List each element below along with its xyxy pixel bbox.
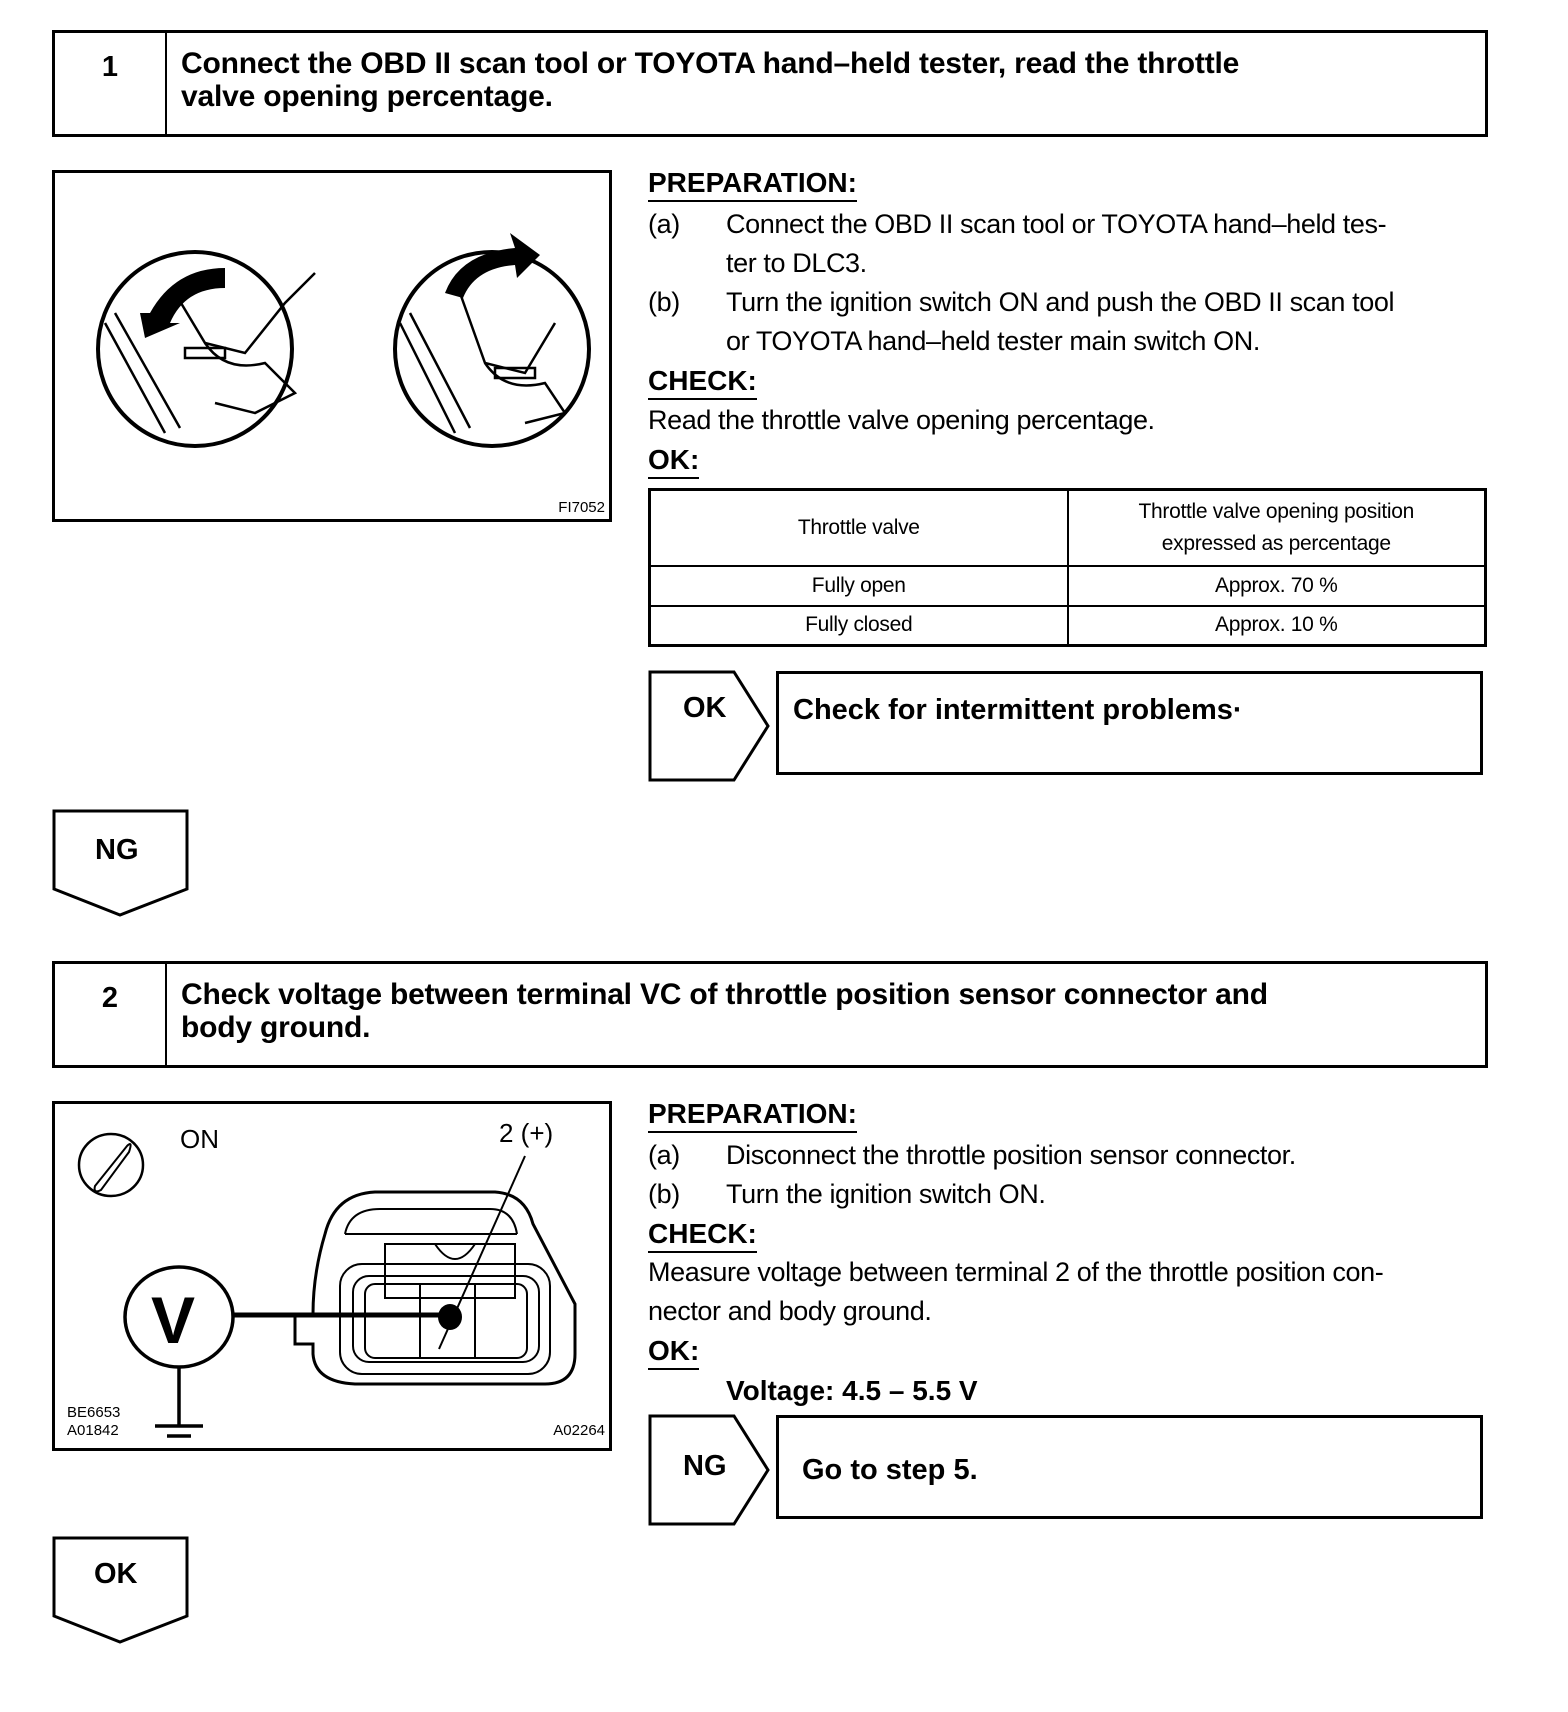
ok-branch-result: Check for intermittent problems· — [776, 671, 1483, 775]
check-text: nector and body ground. — [648, 1296, 932, 1326]
table-cell: Approx. 70 % — [1068, 566, 1486, 606]
table-header-row — [650, 490, 1486, 566]
prep-a-text: ter to DLC3. — [726, 248, 867, 278]
table-row — [650, 566, 1486, 606]
ng-branch-result: Go to step 5. — [776, 1415, 1483, 1519]
table-header — [1068, 490, 1486, 566]
connector-illustration — [55, 1104, 609, 1448]
check-heading: CHECK: — [648, 1217, 757, 1253]
step1-header — [52, 30, 1488, 137]
ng-branch-label: NG — [683, 1450, 727, 1482]
table-cell: Fully open — [650, 566, 1068, 606]
table-row — [650, 606, 1486, 646]
ok-down-arrow-shape — [52, 1536, 190, 1646]
ok-spec: Voltage: 4.5 – 5.5 V — [726, 1375, 978, 1406]
table-cell: Approx. 10 % — [1068, 606, 1486, 646]
step-title-line: body ground. — [181, 1011, 371, 1044]
prep-a-text: Disconnect the throttle position sensor connector. — [726, 1140, 1296, 1170]
step-title — [181, 978, 1425, 1044]
ng-branch-label: NG — [95, 834, 139, 866]
terminal-label: 2 (+) — [499, 1118, 554, 1148]
prep-a-text: Connect the OBD II scan tool or TOYOTA hand–held tes- — [726, 209, 1387, 239]
table-header: Throttle valve — [650, 490, 1068, 566]
preparation-heading: PREPARATION: — [648, 1097, 857, 1133]
check-text: Measure voltage between terminal 2 of the throttle position con- — [648, 1257, 1384, 1287]
figure-code: A02264 — [553, 1422, 605, 1439]
prep-b-text: or TOYOTA hand–held tester main switch ON. — [726, 326, 1260, 356]
figure-code: BE6653 — [67, 1404, 121, 1421]
ok-heading: OK: — [648, 1334, 699, 1370]
check-heading: CHECK: — [648, 364, 757, 400]
prep-a-label: (a) — [648, 209, 680, 239]
step-title-line: Connect the OBD II scan tool or TOYOTA hand–held tester, read the throttle — [181, 47, 1240, 80]
step-title-line: Check voltage between terminal VC of throttle position sensor connector and — [181, 978, 1268, 1011]
step-number: 1 — [55, 33, 167, 134]
ok-arrow-shape — [648, 670, 772, 782]
prep-b-text: Turn the ignition switch ON and push the OBD II scan tool — [726, 287, 1395, 317]
figure-code: FI7052 — [558, 499, 605, 516]
check-text: Read the throttle valve opening percentage. — [648, 405, 1155, 435]
throttle-spec-table — [648, 488, 1487, 647]
pedal-illustration — [55, 173, 609, 519]
terminal-dot — [438, 1304, 462, 1330]
step2-header — [52, 961, 1488, 1068]
ignition-label: ON — [180, 1124, 219, 1154]
figure-code: A01842 — [67, 1422, 119, 1439]
voltage-check-figure — [52, 1101, 612, 1451]
table-header-line: expressed as percentage — [1161, 531, 1391, 555]
step-title-line: valve opening percentage. — [181, 80, 553, 113]
prep-b-label: (b) — [648, 287, 680, 317]
step-number: 2 — [55, 964, 167, 1065]
ok-heading: OK: — [648, 443, 699, 479]
ok-branch-label: OK — [94, 1558, 138, 1590]
prep-b-label: (b) — [648, 1179, 680, 1209]
arrow-icon — [445, 233, 540, 298]
table-header-line: Throttle valve opening position — [1138, 499, 1415, 523]
meter-label: V — [151, 1283, 196, 1357]
prep-b-text: Turn the ignition switch ON. — [726, 1179, 1046, 1209]
prep-a-label: (a) — [648, 1140, 680, 1170]
throttle-pedal-figure — [52, 170, 612, 522]
ok-branch-label: OK — [683, 692, 727, 724]
step-title — [181, 47, 1425, 113]
arrow-icon — [140, 268, 225, 338]
preparation-heading: PREPARATION: — [648, 166, 857, 202]
table-cell: Fully closed — [650, 606, 1068, 646]
